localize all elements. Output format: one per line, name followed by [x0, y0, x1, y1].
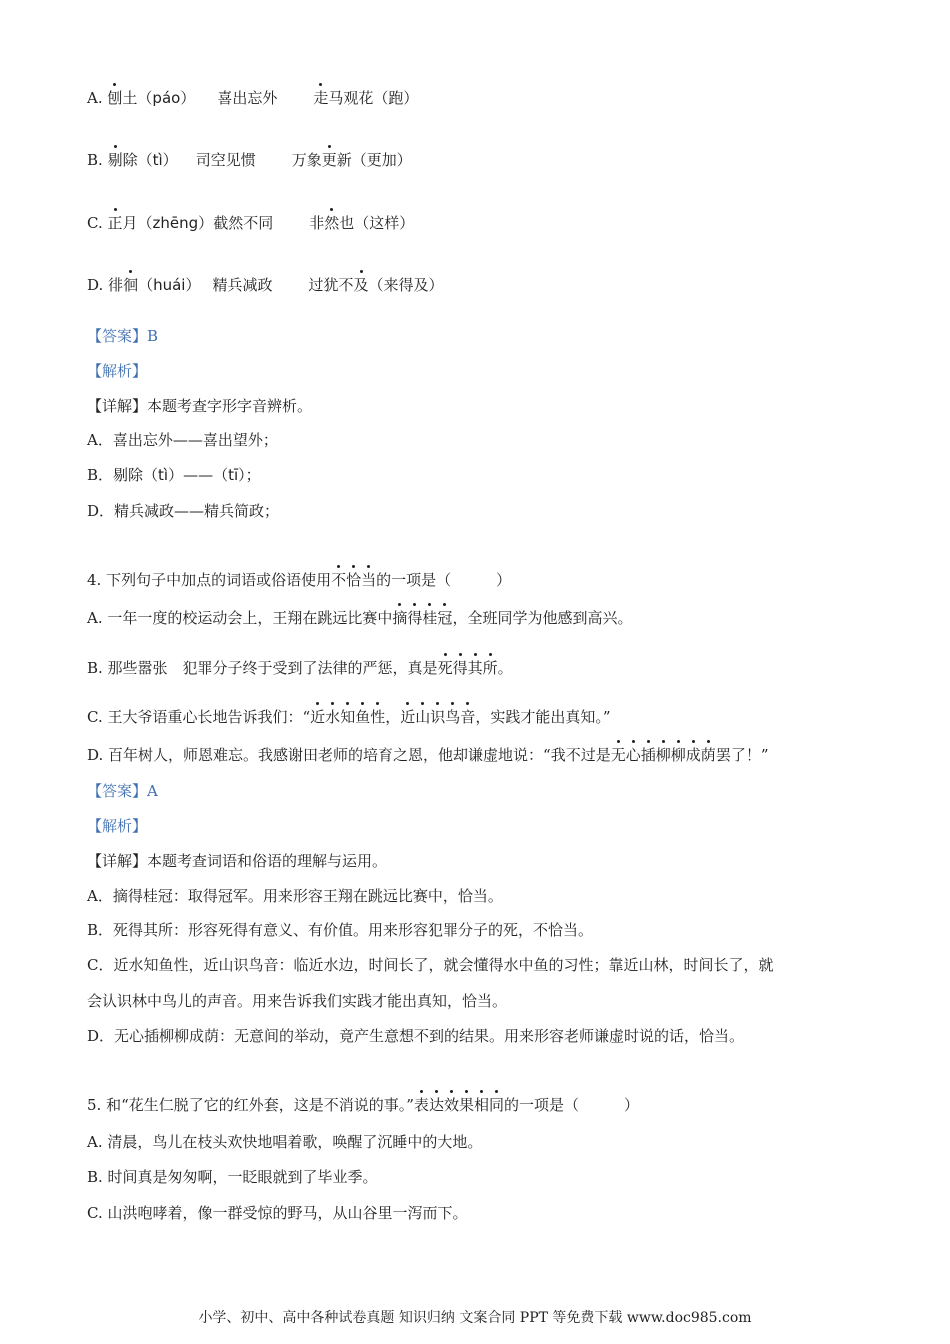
dotted-char: 及	[353, 276, 369, 294]
option-mid: ，	[385, 708, 401, 726]
word-close: ）	[162, 151, 178, 169]
dotted-char: 所	[482, 659, 498, 677]
q4-option-d	[87, 745, 768, 765]
option-label: A.	[87, 89, 103, 107]
dotted-char: 冠	[437, 609, 453, 627]
phrase-pre: 过犹不	[308, 276, 354, 294]
dotted-char: 心	[625, 746, 641, 764]
dotted-char: 得	[452, 659, 468, 677]
q4-answer: 【答案】A	[87, 782, 158, 800]
option-post: 罢了！”	[715, 746, 769, 764]
word-pre: 徘	[108, 276, 124, 294]
phrase-post: 新（更加）	[336, 151, 412, 169]
pinyin: zhēng	[152, 214, 199, 232]
phrase-post: （来得及）	[368, 276, 444, 294]
q4-detail-a: A．摘得桂冠：取得冠军。用来形容王翔在跳远比赛中，恰当。	[87, 887, 503, 905]
dotted-char: 桂	[422, 609, 438, 627]
q3-analysis-title: 【解析】	[87, 362, 148, 380]
word-text: 土（	[122, 89, 153, 107]
option-pre: A. 一年一度的校运动会上，王翔在跳远比赛中	[87, 609, 393, 627]
stem-pre: 5. 和“花生仁脱了它的红外套，这是不消说的事。”	[87, 1096, 414, 1114]
q3-option-d	[87, 275, 444, 295]
dotted-char: 达	[428, 1096, 444, 1114]
dotted-char: 更	[321, 151, 337, 169]
dotted-char: 不	[331, 571, 347, 589]
q3-answer: 【答案】B	[87, 327, 159, 345]
dotted-char: 其	[467, 659, 483, 677]
option-pre: C. 王大爷语重心长地告诉我们：“	[87, 708, 311, 726]
word-close: ）	[180, 89, 196, 107]
dotted-char: 相	[473, 1096, 489, 1114]
idiom: 精兵减政	[212, 276, 273, 294]
dotted-char: 知	[340, 708, 356, 726]
q4-detail: 【详解】本题考查词语和俗语的理解与运用。	[87, 852, 388, 870]
option-label: B.	[87, 151, 103, 169]
option-label: C.	[87, 214, 103, 232]
dotted-char: 近	[310, 708, 326, 726]
phrase-pre: 万象	[291, 151, 322, 169]
dotted-char: 山	[415, 708, 431, 726]
q5-option-b: B. 时间真是匆匆啊，一眨眼就到了毕业季。	[87, 1168, 378, 1186]
pinyin: tì	[152, 151, 163, 169]
idiom: 截然不同	[213, 214, 274, 232]
pinyin: páo	[152, 89, 181, 107]
stem-post: 的一项是（ ）	[504, 1096, 640, 1114]
detail-b-post: ）；	[238, 466, 261, 484]
q4-detail-d: D．无心插柳柳成荫：无意间的举动，竟产生意想不到的结果。用来形容老师谦虚时说的话，恰当。	[87, 1027, 745, 1045]
dotted-char: 荫	[700, 746, 716, 764]
q3-option-b	[87, 150, 412, 170]
page-footer: 小学、初中、高中各种试卷真题 知识归纳 文案合同 PPT 等免费下载 www.doc985.com	[198, 1310, 752, 1326]
q4-option-a	[87, 608, 632, 628]
q4-detail-b: B．死得其所：形容死得有意义、有价值。用来形容犯罪分子的死，不恰当。	[87, 921, 594, 939]
dotted-char: 同	[489, 1096, 505, 1114]
option-post: ，实践才能出真知。”	[475, 708, 611, 726]
q3-option-a	[87, 88, 418, 108]
dotted-char: 当	[361, 571, 377, 589]
dotted-char: 果	[458, 1096, 474, 1114]
dotted-char: 音	[460, 708, 476, 726]
stem-pre: 4. 下列句子中加点的词语或俗语使用	[87, 571, 332, 589]
dotted-char: 近	[400, 708, 416, 726]
option-post: 。	[497, 659, 513, 677]
dotted-char: 死	[437, 659, 453, 677]
q3-option-c	[87, 213, 414, 233]
phrase-post: 也（这样）	[339, 214, 415, 232]
option-pre: B. 那些嚣张 犯罪分子终于受到了法律的严惩，真是	[87, 659, 438, 677]
phrase-post: 马观花（跑）	[328, 89, 419, 107]
word-close: ）	[185, 276, 201, 294]
dotted-char: 刨	[107, 89, 123, 107]
q4-detail-c-line2: 会认识林中鸟儿的声音。用来告诉我们实践才能出真知，恰当。	[87, 992, 508, 1010]
phrase-pre: 非	[309, 214, 325, 232]
dotted-char: 柳	[655, 746, 671, 764]
word-text: 除（	[122, 151, 153, 169]
word-close: ）	[198, 214, 214, 232]
dotted-char: 无	[610, 746, 626, 764]
dotted-char: 鱼	[355, 708, 371, 726]
dotted-char: 插	[640, 746, 656, 764]
stem-post: 的一项是（ ）	[376, 571, 512, 589]
dotted-char: 然	[324, 214, 340, 232]
q4-detail-c-line1: C．近水知鱼性，近山识鸟音：临近水边，时间长了，就会懂得水中鱼的习性；靠近山林，时间长了，就	[87, 956, 774, 974]
dotted-char: 得	[407, 609, 423, 627]
pinyin: huái	[153, 276, 186, 294]
dotted-char: 柳	[670, 746, 686, 764]
dotted-char: 性	[370, 708, 386, 726]
idiom: 司空见惯	[195, 151, 256, 169]
dotted-char: 恰	[346, 571, 362, 589]
q4-stem	[87, 570, 511, 590]
dotted-char: 效	[443, 1096, 459, 1114]
q5-option-a: A. 清晨，鸟儿在枝头欢快地唱着歌，唤醒了沉睡中的大地。	[87, 1133, 483, 1151]
idiom: 喜出忘外	[217, 89, 278, 107]
q3-detail-a: A．喜出忘外——喜出望外；	[87, 431, 278, 449]
dotted-char: 水	[325, 708, 341, 726]
pinyin: tì	[158, 466, 169, 484]
dotted-char: 鸟	[445, 708, 461, 726]
q5-stem	[87, 1095, 639, 1115]
q4-analysis-title: 【解析】	[87, 817, 148, 835]
dotted-char: 表	[413, 1096, 429, 1114]
q3-detail-b	[87, 465, 261, 485]
q3-detail-d: D．精兵减政——精兵简政；	[87, 502, 280, 520]
q4-option-c	[87, 707, 611, 727]
option-pre: D. 百年树人，师恩难忘。我感谢田老师的培育之恩，他却谦虚地说：“我不过是	[87, 746, 611, 764]
q4-option-b	[87, 658, 513, 678]
q3-detail: 【详解】本题考查字形字音辨析。	[87, 397, 313, 415]
pinyin: tī	[228, 466, 239, 484]
dotted-char: 走	[313, 89, 329, 107]
dotted-char: 正	[107, 214, 123, 232]
word-text: 月（	[122, 214, 153, 232]
dotted-char: 剔	[107, 151, 123, 169]
dotted-char: 摘	[392, 609, 408, 627]
dotted-char: 成	[685, 746, 701, 764]
detail-b-pre: B．剔除（	[87, 466, 159, 484]
option-label: D.	[87, 276, 104, 294]
dotted-char: 识	[430, 708, 446, 726]
q5-option-c: C. 山洪咆哮着，像一群受惊的野马，从山谷里一泻而下。	[87, 1204, 468, 1222]
word-text: （	[138, 276, 154, 294]
dotted-char: 徊	[123, 276, 139, 294]
detail-b-mid: ）——（	[168, 466, 229, 484]
option-post: ，全班同学为他感到高兴。	[452, 609, 633, 627]
